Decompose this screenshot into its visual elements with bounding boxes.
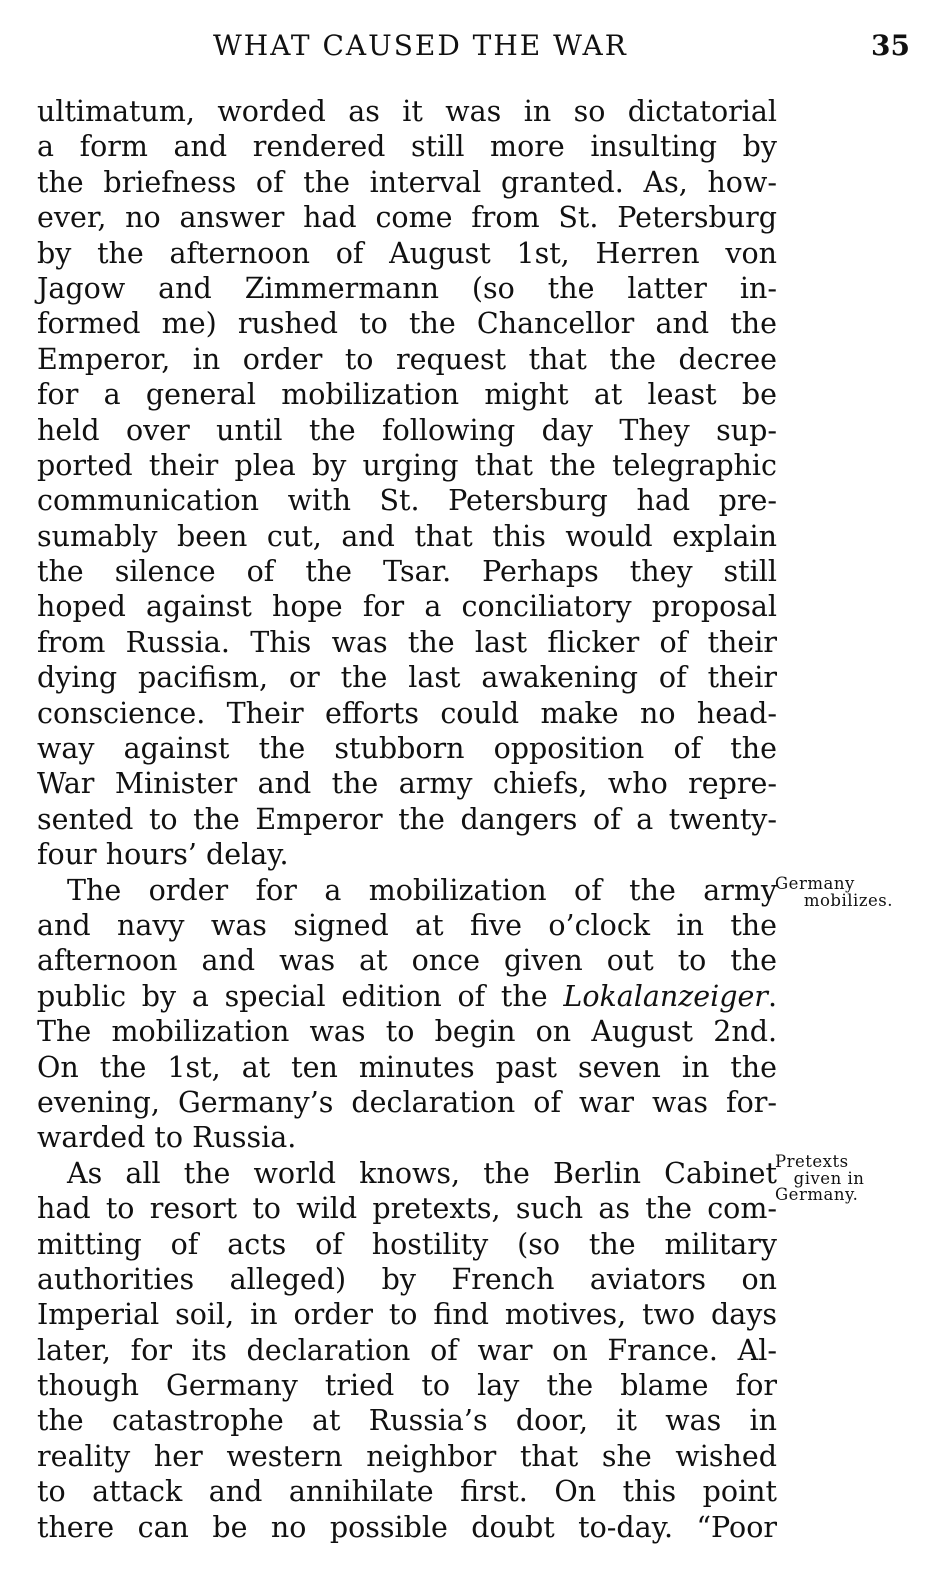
text-line: sumably been cut, and that this would explain <box>37 519 777 553</box>
text-line: dying pacifism, or the last awakening of their <box>37 661 777 695</box>
text-line: formed me) rushed to the Chancellor and the <box>37 307 777 341</box>
margin-note-line: Germany. <box>775 1185 859 1204</box>
margin-note <box>775 1154 915 1204</box>
text-line: mitting of acts of hostility (so the military <box>37 1227 777 1261</box>
text-line: to attack and annihilate first. On this point <box>37 1475 777 1509</box>
text-line: ported their plea by urging that the telegraphic <box>37 448 777 482</box>
text-line: though Germany tried to lay the blame for <box>37 1369 777 1403</box>
text-line: hoped against hope for a conciliatory proposal <box>37 590 777 624</box>
text-line: had to resort to wild pretexts, such as the com- <box>37 1192 777 1226</box>
text-line: The mobilization was to begin on August 2nd. <box>37 1015 777 1049</box>
page-number: 35 <box>871 29 910 62</box>
text-line: The order for a mobilization of the army <box>67 873 777 907</box>
text-line: afternoon and was at once given out to the <box>37 944 777 978</box>
text-line: ultimatum, worded as it was in so dictatorial <box>37 95 777 128</box>
text-line: ever, no answer had come from St. Petersburg <box>37 201 777 235</box>
text-line: the silence of the Tsar. Perhaps they still <box>37 555 777 589</box>
text-line: War Minister and the army chiefs, who repre- <box>37 767 777 801</box>
text-line: four hours’ delay. <box>37 838 289 872</box>
text-line: reality her western neighbor that she wished <box>37 1439 777 1473</box>
text-line: sented to the Emperor the dangers of a twenty- <box>37 802 777 836</box>
text-line: the catastrophe at Russia’s door, it was in <box>37 1404 777 1438</box>
running-head <box>0 28 950 68</box>
text-line: way against the stubborn opposition of the <box>37 732 777 766</box>
text-line: by the afternoon of August 1st, Herren von <box>37 236 777 270</box>
margin-note-line: Pretexts <box>775 1152 849 1171</box>
text-line: conscience. Their efforts could make no head- <box>37 696 777 730</box>
text-line: later, for its declaration of war on France. Al- <box>37 1333 777 1367</box>
text-line-italic-term: public by a special edition of the Lokalanzeiger. <box>37 979 777 1013</box>
text-line: from Russia. This was the last flicker of their <box>37 625 777 659</box>
running-title: WHAT CAUSED THE WAR <box>213 29 628 62</box>
paragraph <box>37 873 777 1156</box>
text-line: Imperial soil, in order to find motives, two days <box>37 1298 777 1332</box>
margin-note-line: Germany <box>775 874 855 893</box>
text-line: held over until the following day They sup- <box>37 413 777 447</box>
text-line: On the 1st, at ten minutes past seven in the <box>37 1050 777 1084</box>
text-line: there can be no possible doubt to-day. “Poor <box>37 1510 777 1544</box>
body-text <box>37 94 777 1545</box>
text-line: Emperor, in order to request that the decree <box>37 342 777 376</box>
text-line: communication with St. Petersburg had pre- <box>37 484 777 518</box>
text-line: authorities alleged) by French aviators on <box>37 1262 777 1296</box>
text-line: a form and rendered still more insulting by <box>37 130 777 164</box>
text-line: and navy was signed at five o’clock in the <box>37 908 777 942</box>
margin-note-line: mobilizes. <box>803 890 893 910</box>
text-line: As all the world knows, the Berlin Cabinet <box>67 1156 777 1190</box>
newspaper-title: Lokalanzeiger <box>563 979 768 1013</box>
margin-note-line: given in <box>793 1168 865 1188</box>
margin-note <box>775 876 915 909</box>
text-line: the briefness of the interval granted. As, how- <box>37 165 777 199</box>
text-line: warded to Russia. <box>37 1121 297 1155</box>
paragraph <box>37 1156 777 1545</box>
text-line: evening, Germany’s declaration of war was for- <box>37 1085 777 1119</box>
text-line: Jagow and Zimmermann (so the latter in- <box>37 271 777 305</box>
text-line: for a general mobilization might at least be <box>37 378 777 412</box>
paragraph <box>37 94 777 873</box>
